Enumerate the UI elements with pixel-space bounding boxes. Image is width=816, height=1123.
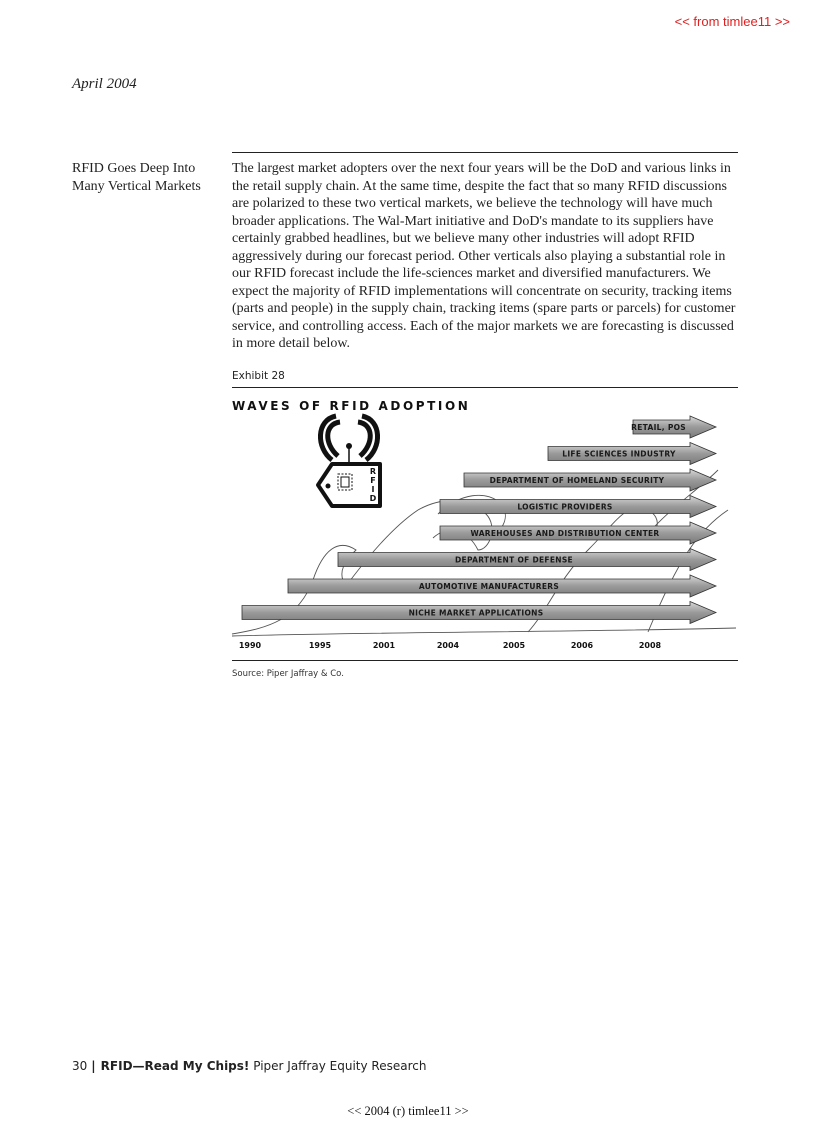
wave-bar <box>464 469 716 491</box>
watermark-top: << from timlee11 >> <box>674 14 790 29</box>
wave-bar <box>242 602 716 624</box>
publisher-name: Piper Jaffray Equity Research <box>253 1059 427 1073</box>
x-tick-label: 2004 <box>436 641 460 650</box>
chart-title: WAVES OF RFID ADOPTION <box>232 399 471 413</box>
wave-bar <box>631 416 716 438</box>
x-tick-label: 2008 <box>638 641 662 650</box>
x-tick-label: 2006 <box>570 641 594 650</box>
wave-bar <box>440 522 716 544</box>
wave-bar <box>338 549 716 571</box>
x-tick-label: 2001 <box>372 641 396 650</box>
publication-title: RFID—Read My Chips! <box>100 1059 250 1073</box>
x-tick-label: 1995 <box>308 641 332 650</box>
waves-chart <box>228 410 740 656</box>
tag-letter: I <box>371 485 375 494</box>
sidebar-heading <box>72 160 222 195</box>
tag-letter: D <box>369 494 377 503</box>
x-tick-label: 1990 <box>238 641 262 650</box>
exhibit-bottom-rule <box>232 660 738 661</box>
exhibit-label: Exhibit 28 <box>232 370 285 382</box>
exhibit-source: Source: Piper Jaffray & Co. <box>232 669 344 679</box>
sidebar-heading-line-2: Many Vertical Markets <box>72 178 201 194</box>
footer-separator: | <box>91 1059 96 1073</box>
section-rule <box>232 152 738 153</box>
wave-label: DEPARTMENT OF HOMELAND SECURITY <box>489 476 665 485</box>
sidebar-heading-line-1: RFID Goes Deep Into <box>72 161 196 176</box>
wave-label: WAREHOUSES AND DISTRIBUTION CENTER <box>470 529 660 538</box>
tag-letter: R <box>369 467 377 476</box>
exhibit-rule <box>232 387 738 388</box>
body-paragraph: The largest market adopters over the next four years will be the DoD and various links in the retail supply chain. At the same time, despite the fact that so many RFID discussions are polarized to these two vertical markets, we believe the technology will have much broader applications. The Wal-Mart initiative and DoD's mandate to its suppliers have certainly grabbed headlines, but we believe many other industries will adopt RFID aggressively during our forecast period. Other verticals also playing a substantial role in our RFID forecast include the life-sciences market and diversified manufacturers. We expect the majority of RFID implementations will concentrate on security, tracking items (parts and people) in the supply chain, tracking items (spare parts or parcels) for customer service, and controlling access. Each of the major markets we are forecasting is discussed in more detail below. <box>232 161 736 351</box>
wave-label: DEPARTMENT OF DEFENSE <box>455 555 573 565</box>
tag-letter: F <box>370 476 376 485</box>
wave-label: LOGISTIC PROVIDERS <box>517 502 613 512</box>
x-tick-label: 2005 <box>502 641 526 650</box>
wave-label: AUTOMOTIVE MANUFACTURERS <box>418 582 560 591</box>
wave-bar <box>548 443 716 465</box>
wave-label: RETAIL, POS <box>631 423 686 432</box>
rfid-tag-icon <box>318 416 380 506</box>
wave-label: LIFE SCIENCES INDUSTRY <box>562 449 676 459</box>
wave-label: NICHE MARKET APPLICATIONS <box>408 608 544 618</box>
page-number: 30 <box>72 1059 88 1073</box>
report-date: April 2004 <box>72 76 137 92</box>
page-footer <box>72 1059 426 1073</box>
wave-bar <box>440 496 716 518</box>
watermark-bottom: << 2004 (r) timlee11 >> <box>347 1104 469 1118</box>
